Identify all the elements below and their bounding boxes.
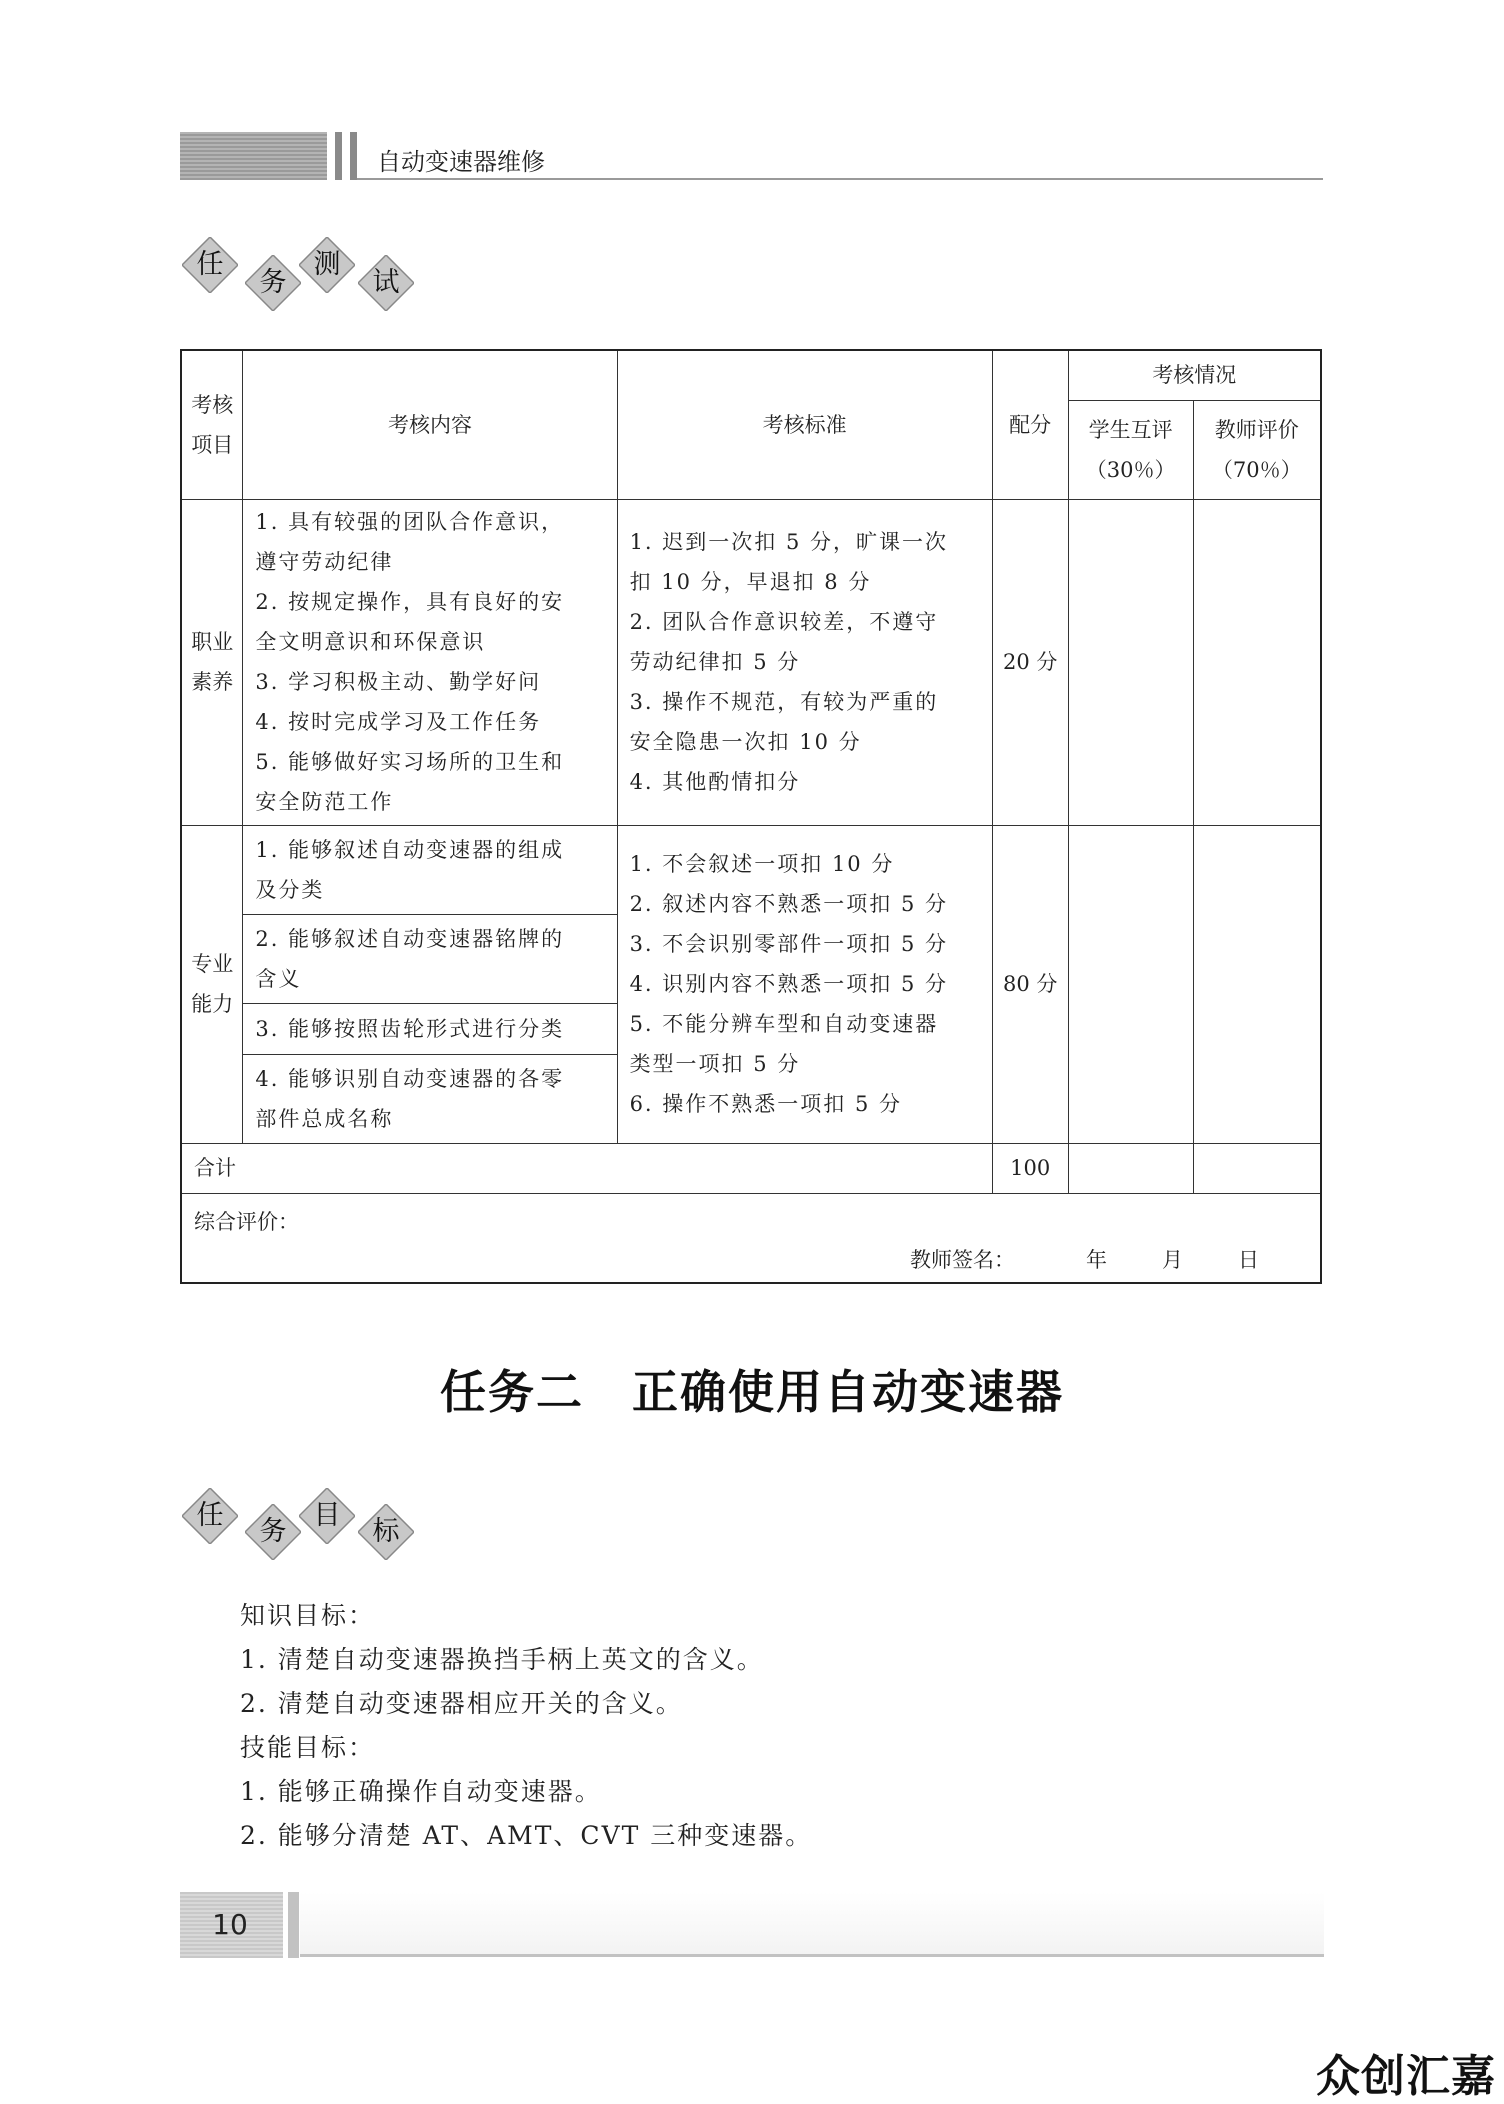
row-score: 20 分: [992, 499, 1068, 825]
skill-goal-item: 2. 能够分清楚 AT、AMT、CVT 三种变速器。: [240, 1821, 813, 1850]
overall-label: 综合评价：: [194, 1209, 299, 1234]
knowledge-goal-item: 1. 清楚自动变速器换挡手柄上英文的含义。: [240, 1645, 764, 1674]
peer-label: 学生互评: [1088, 417, 1173, 442]
knowledge-goal-item: 2. 清楚自动变速器相应开关的含义。: [240, 1689, 683, 1718]
content-line: 5. 能够做好实习场所的卫生和: [255, 750, 565, 774]
row-content: [243, 1054, 617, 1143]
header-decor-bar: [350, 132, 357, 180]
signature-year: 年: [1086, 1247, 1107, 1272]
content-line: 4. 能够识别自动变速器的各零: [255, 1066, 565, 1091]
standard-line: 2. 团队合作意识较差，不遵守: [629, 610, 939, 634]
table-header-row: [181, 350, 1321, 400]
badge-char: 任: [196, 249, 224, 280]
goals-section: [240, 1594, 812, 1858]
standard-line: 1. 迟到一次扣 5 分，旷课一次: [629, 530, 948, 554]
badge-char: 务: [259, 267, 287, 298]
teacher-eval-cell: [1193, 825, 1321, 1143]
total-score: 100: [992, 1143, 1068, 1193]
content-line: 2. 能够叙述自动变速器铭牌的: [255, 926, 565, 951]
footer-stripe: [300, 1892, 1324, 1954]
peer-eval-cell: [1068, 499, 1193, 825]
content-line: 2. 按规定操作，具有良好的安: [255, 590, 565, 614]
header-content: 考核内容: [243, 350, 617, 499]
row-item-line: 素养: [191, 670, 234, 694]
footer-decor-bar: [288, 1892, 299, 1958]
section-title: 任务二 正确使用自动变速器: [440, 1365, 1064, 1419]
signature-label: 教师签名：: [910, 1247, 1015, 1272]
content-line: 1. 具有较强的团队合作意识，: [255, 510, 565, 534]
badge-diamond: [245, 1504, 301, 1560]
standard-line: 4. 识别内容不熟悉一项扣 5 分: [629, 972, 948, 996]
signature-day: 日: [1238, 1247, 1259, 1272]
header-item-line: 考核: [191, 392, 234, 417]
standard-line: 劳动纪律扣 5 分: [629, 650, 801, 674]
content-line: 3. 学习积极主动、勤学好问: [255, 670, 542, 694]
standard-line: 扣 10 分，早退扣 8 分: [629, 570, 872, 594]
header-item: [181, 350, 243, 499]
row-item: [181, 499, 243, 825]
teacher-eval-cell: [1193, 499, 1321, 825]
content-line: 含义: [255, 966, 302, 991]
content-line: 1. 能够叙述自动变速器的组成: [255, 837, 565, 862]
signature-month: 月: [1162, 1247, 1183, 1272]
knowledge-goal-title: 知识目标：: [240, 1601, 376, 1630]
row-item-line: 能力: [191, 992, 234, 1016]
content-line: 安全防范工作: [255, 790, 394, 814]
badge-char: 任: [196, 1500, 224, 1531]
standard-line: 6. 操作不熟悉一项扣 5 分: [629, 1092, 902, 1116]
total-row: [181, 1143, 1321, 1193]
skill-goal-title: 技能目标：: [240, 1733, 376, 1762]
row-content: [243, 914, 617, 1003]
peer-eval-cell: [1068, 825, 1193, 1143]
standard-line: 3. 操作不规范，有较为严重的: [629, 690, 939, 714]
row-content: [243, 825, 617, 914]
badge-char: 测: [313, 249, 341, 280]
badge-diamond: [358, 255, 414, 311]
peer-pct: （30％）: [1085, 457, 1176, 482]
content-line: 部件总成名称: [255, 1106, 394, 1131]
row-item: [181, 825, 243, 1143]
header-rule: [357, 178, 1323, 180]
page-number: 10: [212, 1908, 248, 1941]
badge-char: 试: [372, 267, 400, 298]
standard-line: 5. 不能分辨车型和自动变速器: [629, 1012, 939, 1036]
badge-diamond: [182, 237, 238, 293]
row-standard: [617, 825, 992, 1143]
header-teacher-eval: [1193, 400, 1321, 499]
skill-goal-item: 1. 能够正确操作自动变速器。: [240, 1777, 602, 1806]
header-situation: 考核情况: [1068, 350, 1321, 400]
badge-diamond: [358, 1504, 414, 1560]
content-line: 及分类: [255, 877, 325, 902]
row-content: [243, 499, 617, 825]
header-peer-eval: [1068, 400, 1193, 499]
teacher-pct: （70％）: [1211, 457, 1302, 482]
table-row: [181, 825, 1321, 914]
badge-diamond: [245, 255, 301, 311]
row-content: [243, 1003, 617, 1054]
badge-diamond: [299, 1488, 355, 1544]
content-line: 3. 能够按照齿轮形式进行分类: [255, 1016, 565, 1041]
overall-cell: [181, 1193, 1321, 1283]
standard-line: 1. 不会叙述一项扣 10 分: [629, 852, 895, 876]
total-peer-cell: [1068, 1143, 1193, 1193]
header-decor-block: [180, 132, 327, 180]
standard-line: 3. 不会识别零部件一项扣 5 分: [629, 932, 948, 956]
watermark: 众创汇嘉: [1316, 2051, 1496, 2102]
content-line: 全文明意识和环保意识: [255, 630, 486, 654]
badge-char: 目: [313, 1500, 341, 1531]
badge-char: 标: [372, 1516, 400, 1547]
row-score: 80 分: [992, 825, 1068, 1143]
total-teacher-cell: [1193, 1143, 1321, 1193]
badge-char: 务: [259, 1516, 287, 1547]
total-label: 合计: [181, 1143, 992, 1193]
row-item-line: 专业: [191, 952, 234, 976]
standard-line: 4. 其他酌情扣分: [629, 770, 801, 794]
standard-line: 类型一项扣 5 分: [629, 1052, 801, 1076]
overall-row: [181, 1193, 1321, 1283]
table-row: [181, 499, 1321, 825]
badge-diamond: [182, 1488, 238, 1544]
row-standard: [617, 499, 992, 825]
header-score: 配分: [992, 350, 1068, 499]
standard-line: 2. 叙述内容不熟悉一项扣 5 分: [629, 892, 948, 916]
standard-line: 安全隐患一次扣 10 分: [629, 730, 862, 754]
footer-rule: [300, 1954, 1324, 1957]
running-header-title: 自动变速器维修: [377, 148, 545, 176]
header-item-line: 项目: [191, 432, 234, 457]
row-item-line: 职业: [191, 630, 234, 654]
header-decor-bar: [335, 132, 342, 180]
content-line: 遵守劳动纪律: [255, 550, 394, 574]
badge-diamond: [299, 237, 355, 293]
assessment-table: [180, 349, 1322, 1284]
teacher-label: 教师评价: [1214, 417, 1299, 442]
header-standard: 考核标准: [617, 350, 992, 499]
content-line: 4. 按时完成学习及工作任务: [255, 710, 542, 734]
